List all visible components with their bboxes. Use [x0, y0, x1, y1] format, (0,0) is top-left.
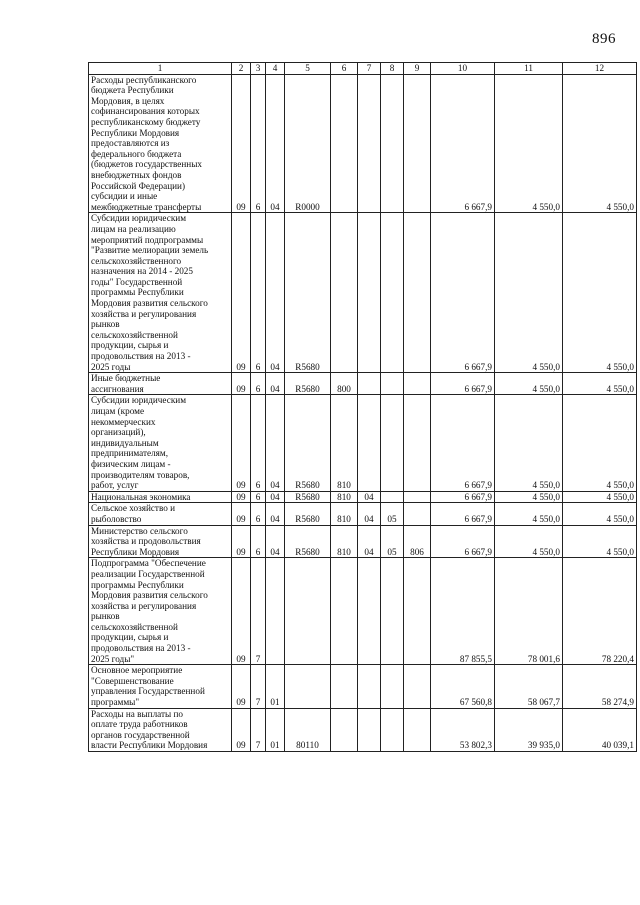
- cell-c8: [381, 491, 404, 503]
- cell-c11: 4 550,0: [495, 395, 563, 491]
- cell-c5: [285, 665, 331, 708]
- cell-c9: [404, 213, 431, 373]
- cell-c4: 04: [266, 74, 285, 213]
- cell-c4: 01: [266, 708, 285, 751]
- cell-c8: 05: [381, 503, 404, 525]
- cell-c10: 53 802,3: [431, 708, 495, 751]
- cell-c2: 09: [232, 665, 251, 708]
- cell-c5: R5680: [285, 213, 331, 373]
- cell-c9: [404, 373, 431, 395]
- row-name: Подпрограмма "Обеспечение реализации Государственной программы Республики Мордовия развития сельского хозяйства и регулирования рынков сельскохозяйственной продукции, сырья и продовольствия на 2013 - 2025 годы": [89, 558, 232, 665]
- cell-c7: [358, 373, 381, 395]
- cell-c3: 7: [251, 558, 266, 665]
- cell-c3: 7: [251, 665, 266, 708]
- cell-c2: 09: [232, 503, 251, 525]
- cell-c5: R5680: [285, 525, 331, 558]
- cell-c2: 09: [232, 558, 251, 665]
- cell-c3: 6: [251, 213, 266, 373]
- column-header: 7: [358, 63, 381, 75]
- column-header: 6: [331, 63, 358, 75]
- cell-c11: 58 067,7: [495, 665, 563, 708]
- cell-c10: 6 667,9: [431, 74, 495, 213]
- table-row: [89, 213, 637, 373]
- cell-c6: 810: [331, 503, 358, 525]
- cell-c7: 04: [358, 491, 381, 503]
- cell-c4: 01: [266, 665, 285, 708]
- cell-c5: [285, 558, 331, 665]
- cell-c2: 09: [232, 525, 251, 558]
- row-name: Сельское хозяйство и рыболовство: [89, 503, 232, 525]
- cell-c4: 04: [266, 503, 285, 525]
- column-header: 1: [89, 63, 232, 75]
- cell-c12: 78 220,4: [563, 558, 637, 665]
- cell-c10: 87 855,5: [431, 558, 495, 665]
- cell-c6: [331, 213, 358, 373]
- cell-c7: 04: [358, 503, 381, 525]
- cell-c7: [358, 708, 381, 751]
- cell-c9: [404, 74, 431, 213]
- cell-c12: 4 550,0: [563, 491, 637, 503]
- cell-c3: 6: [251, 395, 266, 491]
- page-number: 896: [592, 31, 616, 47]
- cell-c6: 810: [331, 525, 358, 558]
- table-row: [89, 708, 637, 751]
- cell-c3: 6: [251, 491, 266, 503]
- cell-c12: 58 274,9: [563, 665, 637, 708]
- cell-c3: 6: [251, 503, 266, 525]
- row-name: Расходы на выплаты по оплате труда работников органов государственной власти Республики Мордовия: [89, 708, 232, 751]
- cell-c3: 6: [251, 74, 266, 213]
- cell-c4: 04: [266, 491, 285, 503]
- cell-c12: 4 550,0: [563, 213, 637, 373]
- cell-c9: 806: [404, 525, 431, 558]
- cell-c12: 4 550,0: [563, 525, 637, 558]
- column-header: 4: [266, 63, 285, 75]
- table-row: [89, 503, 637, 525]
- cell-c9: [404, 395, 431, 491]
- cell-c7: [358, 558, 381, 665]
- cell-c2: 09: [232, 708, 251, 751]
- column-header: 3: [251, 63, 266, 75]
- column-header: 10: [431, 63, 495, 75]
- column-header: 2: [232, 63, 251, 75]
- cell-c7: [358, 74, 381, 213]
- table-row: [89, 558, 637, 665]
- cell-c11: 4 550,0: [495, 373, 563, 395]
- cell-c10: 6 667,9: [431, 503, 495, 525]
- row-name: Национальная экономика: [89, 491, 232, 503]
- cell-c11: 78 001,6: [495, 558, 563, 665]
- cell-c7: 04: [358, 525, 381, 558]
- row-name: Министерство сельского хозяйства и продовольствия Республики Мордовия: [89, 525, 232, 558]
- cell-c12: 4 550,0: [563, 395, 637, 491]
- cell-c11: 4 550,0: [495, 213, 563, 373]
- cell-c4: [266, 558, 285, 665]
- cell-c11: 4 550,0: [495, 491, 563, 503]
- cell-c6: 810: [331, 395, 358, 491]
- cell-c5: R0000: [285, 74, 331, 213]
- table-row: [89, 74, 637, 213]
- cell-c6: 810: [331, 491, 358, 503]
- row-name: Субсидии юридическим лицам (кроме некоммерческих организаций), индивидуальным предпринимателям, физическим лицам - производителям товаров, работ, услуг: [89, 395, 232, 491]
- table-row: [89, 491, 637, 503]
- cell-c9: [404, 708, 431, 751]
- cell-c4: 04: [266, 525, 285, 558]
- cell-c9: [404, 491, 431, 503]
- cell-c5: R5680: [285, 395, 331, 491]
- row-name: Расходы республиканского бюджета Республики Мордовия, в целях софинансирования которых республиканскому бюджету Республики Мордовия предоставляются из федерального бюджета (бюджетов государственных внебюджетных фондов Российской Федерации) субсидии и иные межбюджетные трансферты: [89, 74, 232, 213]
- header-row: [89, 63, 637, 75]
- cell-c10: 6 667,9: [431, 491, 495, 503]
- column-header: 12: [563, 63, 637, 75]
- cell-c3: 6: [251, 525, 266, 558]
- budget-table: [88, 62, 637, 752]
- cell-c2: 09: [232, 491, 251, 503]
- cell-c6: [331, 558, 358, 665]
- cell-c7: [358, 665, 381, 708]
- row-name: Субсидии юридическим лицам на реализацию мероприятий подпрограммы "Развитие мелиорации земель сельскохозяйственного назначения на 2014 - 2025 годы" Государственной программы Республики Мордовия развития сельского хозяйства и регулирования рынков сельскохозяйственной продукции, сырья и продовольствия на 2013 - 2025 годы: [89, 213, 232, 373]
- column-header: 8: [381, 63, 404, 75]
- cell-c11: 4 550,0: [495, 74, 563, 213]
- cell-c9: [404, 558, 431, 665]
- cell-c8: [381, 558, 404, 665]
- cell-c10: 6 667,9: [431, 395, 495, 491]
- cell-c12: 4 550,0: [563, 373, 637, 395]
- cell-c8: [381, 74, 404, 213]
- cell-c10: 6 667,9: [431, 213, 495, 373]
- cell-c6: [331, 74, 358, 213]
- cell-c8: [381, 395, 404, 491]
- cell-c2: 09: [232, 213, 251, 373]
- row-name: Основное мероприятие "Совершенствование управления Государственной программы": [89, 665, 232, 708]
- table-row: [89, 373, 637, 395]
- cell-c5: R5680: [285, 491, 331, 503]
- row-name: Иные бюджетные ассигнования: [89, 373, 232, 395]
- column-header: 5: [285, 63, 331, 75]
- cell-c5: 80110: [285, 708, 331, 751]
- cell-c7: [358, 395, 381, 491]
- cell-c8: [381, 373, 404, 395]
- cell-c5: R5680: [285, 373, 331, 395]
- cell-c10: 67 560,8: [431, 665, 495, 708]
- table-row: [89, 665, 637, 708]
- cell-c6: 800: [331, 373, 358, 395]
- cell-c4: 04: [266, 213, 285, 373]
- table-row: [89, 395, 637, 491]
- cell-c12: 4 550,0: [563, 503, 637, 525]
- cell-c10: 6 667,9: [431, 373, 495, 395]
- cell-c9: [404, 503, 431, 525]
- column-header: 9: [404, 63, 431, 75]
- cell-c8: [381, 708, 404, 751]
- cell-c4: 04: [266, 395, 285, 491]
- table-row: [89, 525, 637, 558]
- cell-c4: 04: [266, 373, 285, 395]
- cell-c8: [381, 213, 404, 373]
- cell-c9: [404, 665, 431, 708]
- cell-c8: 05: [381, 525, 404, 558]
- cell-c11: 4 550,0: [495, 525, 563, 558]
- cell-c6: [331, 665, 358, 708]
- cell-c11: 39 935,0: [495, 708, 563, 751]
- cell-c2: 09: [232, 395, 251, 491]
- cell-c10: 6 667,9: [431, 525, 495, 558]
- cell-c12: 40 039,1: [563, 708, 637, 751]
- cell-c3: 7: [251, 708, 266, 751]
- cell-c11: 4 550,0: [495, 503, 563, 525]
- cell-c2: 09: [232, 74, 251, 213]
- cell-c3: 6: [251, 373, 266, 395]
- column-header: 11: [495, 63, 563, 75]
- cell-c5: R5680: [285, 503, 331, 525]
- cell-c12: 4 550,0: [563, 74, 637, 213]
- cell-c2: 09: [232, 373, 251, 395]
- cell-c7: [358, 213, 381, 373]
- cell-c6: [331, 708, 358, 751]
- cell-c8: [381, 665, 404, 708]
